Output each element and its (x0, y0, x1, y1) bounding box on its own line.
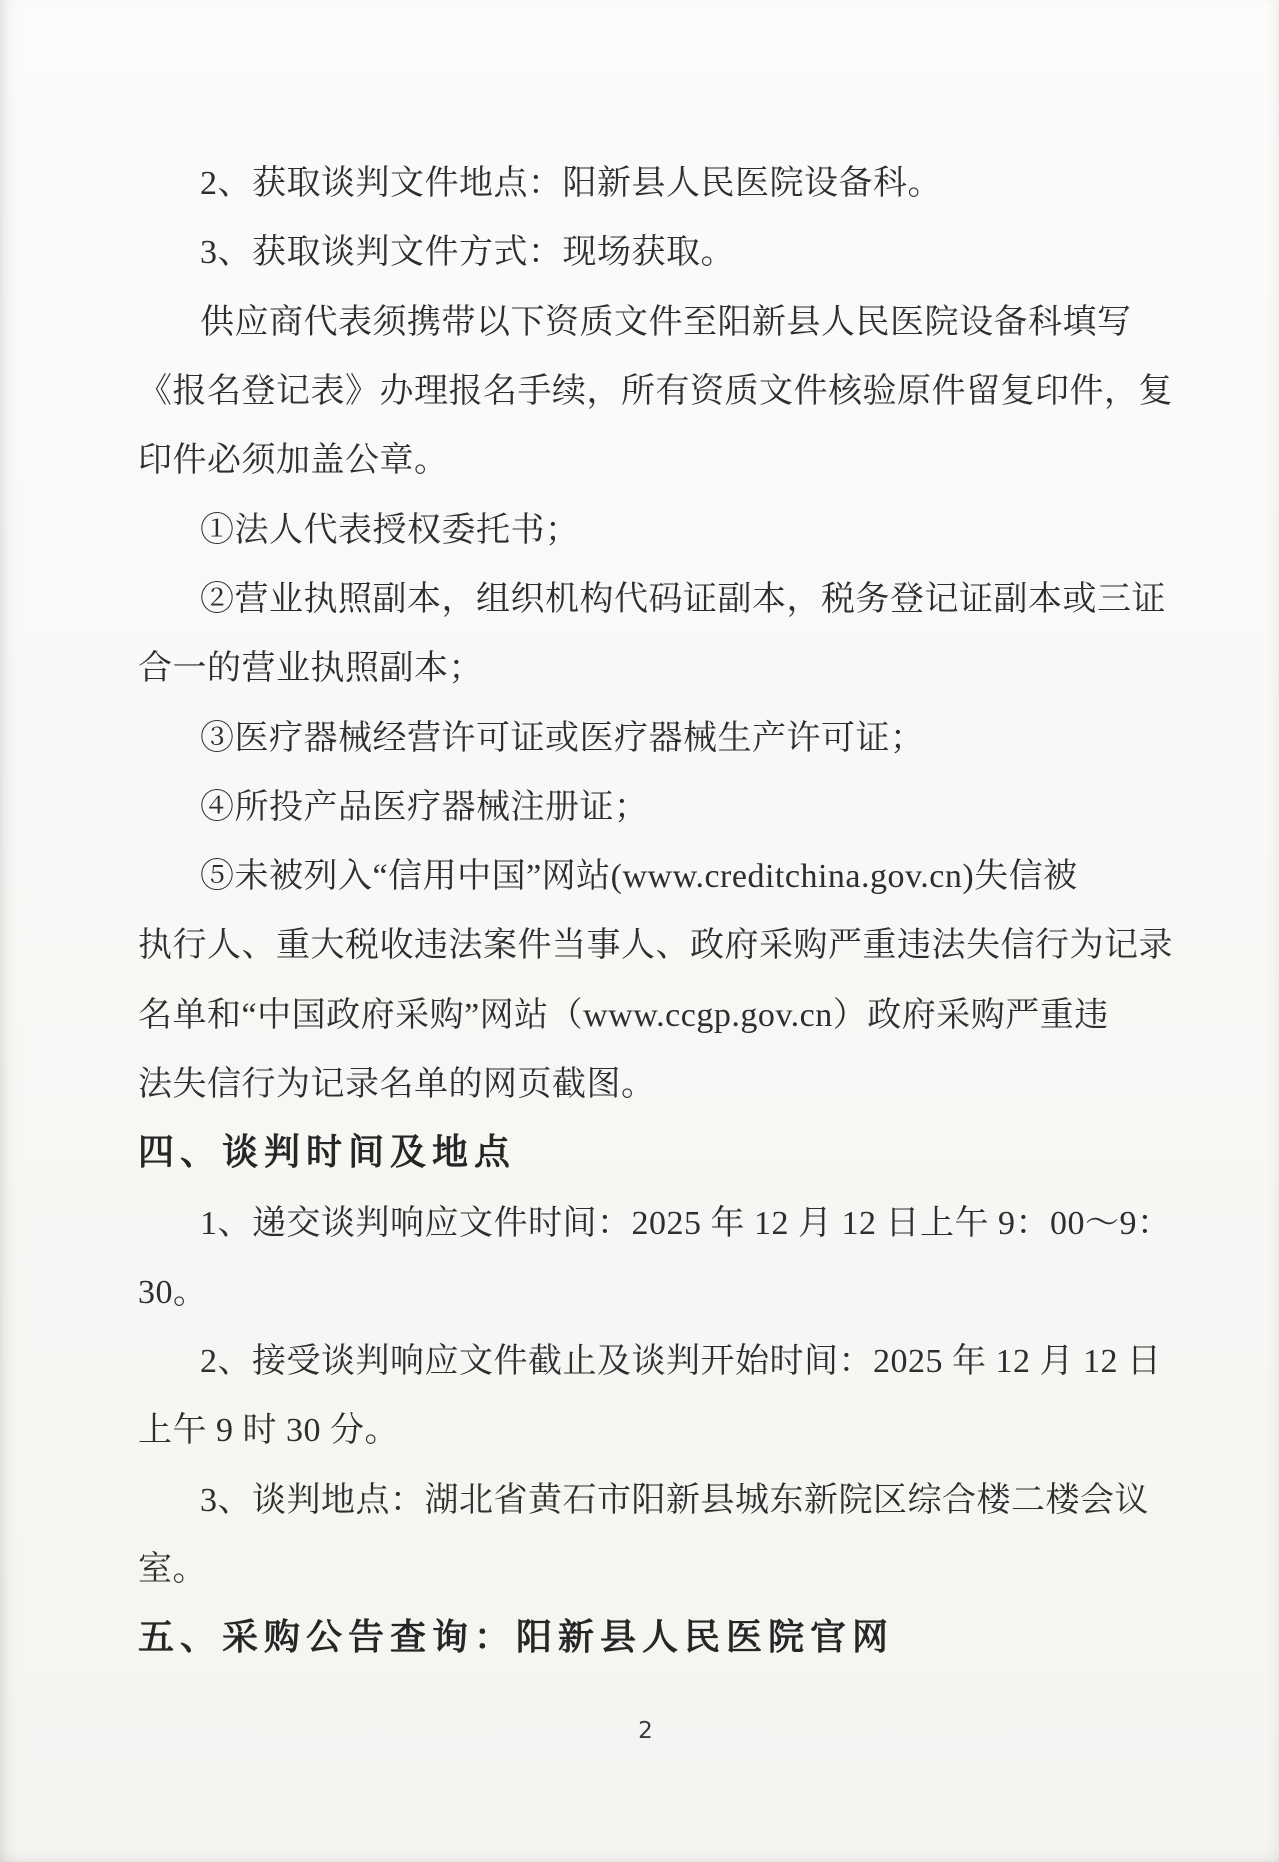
line-item-4-registration-cert: ④所投产品医疗器械注册证； (200, 788, 649, 826)
line-negotiation-location-2: 室。 (138, 1551, 207, 1589)
line-get-file-method: 3、获取谈判文件方式：现场获取。 (200, 234, 735, 272)
heading-section-5-announcement: 五、采购公告查询：阳新县人民医院官网 (138, 1616, 895, 1658)
line-supplier-requirements-1: 供应商代表须携带以下资质文件至阳新县人民医院设备科填写 (200, 303, 1132, 341)
heading-section-4-time-place: 四、谈判时间及地点 (138, 1131, 517, 1173)
line-item-1-authorization: ①法人代表授权委托书； (200, 511, 580, 549)
line-item-2-licenses-1: ②营业执照副本，组织机构代码证副本，税务登记证副本或三证 (200, 580, 1166, 618)
line-supplier-requirements-2: 《报名登记表》办理报名手续，所有资质文件核验原件留复印件，复 (138, 373, 1173, 411)
line-submit-time-1: 1、递交谈判响应文件时间：2025 年 12 月 12 日上午 9：00～9： (200, 1204, 1172, 1242)
line-get-file-location: 2、获取谈判文件地点：阳新县人民医院设备科。 (200, 165, 942, 203)
page-number: 2 (638, 1717, 653, 1744)
line-item-3-device-license: ③医疗器械经营许可证或医疗器械生产许可证； (200, 719, 925, 757)
line-item-2-licenses-2: 合一的营业执照副本； (138, 650, 483, 688)
line-item-5-credit-4: 法失信行为记录名单的网页截图。 (138, 1066, 656, 1103)
line-item-5-credit-1: ⑤未被列入“信用中国”网站(www.creditchina.gov.cn)失信被 (200, 858, 1078, 896)
line-supplier-requirements-3: 印件必须加盖公章。 (138, 442, 449, 480)
line-deadline-1: 2、接受谈判响应文件截止及谈判开始时间：2025 年 12 月 12 日 (200, 1343, 1162, 1381)
line-deadline-2: 上午 9 时 30 分。 (138, 1412, 399, 1450)
line-negotiation-location-1: 3、谈判地点：湖北省黄石市阳新县城东新院区综合楼二楼会议 (200, 1481, 1149, 1519)
line-item-5-credit-3: 名单和“中国政府采购”网站（www.ccgp.gov.cn）政府采购严重违 (138, 996, 1109, 1034)
line-item-5-credit-2: 执行人、重大税收违法案件当事人、政府采购严重违法失信行为记录 (138, 927, 1173, 965)
line-submit-time-2: 30。 (138, 1273, 208, 1311)
